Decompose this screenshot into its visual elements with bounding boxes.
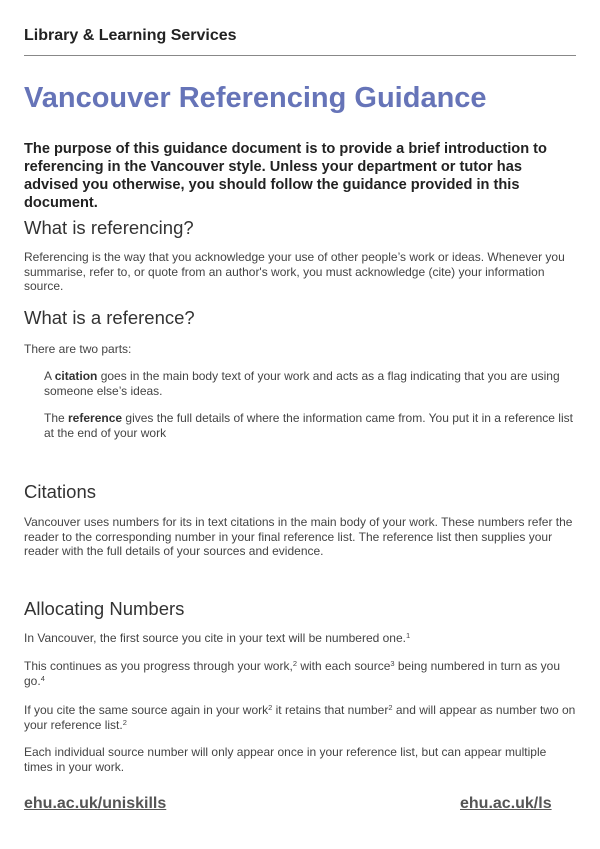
p2-text-a: This continues as you progress through your work, <box>24 659 293 673</box>
ls-link[interactable]: ehu.ac.uk/ls <box>460 795 552 812</box>
allocating-paragraph-3 <box>24 703 576 732</box>
p2-text-c: being numbered in turn as you go. <box>24 659 560 688</box>
allocating-paragraph-2 <box>24 659 576 688</box>
header-divider <box>24 55 576 56</box>
reference-post: gives the full details of where the information came from. You put it in a reference list at the end of your work <box>44 411 573 440</box>
superscript: 2 <box>292 659 297 668</box>
intro-paragraph: The purpose of this guidance document is to provide a brief introduction to referencing in the Vancouver style. Unless your department or tutor has advised you otherwise, you should follow the guidance provided in this document. <box>24 141 547 211</box>
organization-name: Library & Learning Services <box>24 27 237 44</box>
p3-text-c: and will appear as number two on your reference list. <box>24 703 576 732</box>
heading-what-is-a-reference: What is a reference? <box>24 307 195 328</box>
citation-term: citation <box>54 369 98 383</box>
p3-text-a: If you cite the same source again in your work <box>24 703 269 717</box>
superscript: 1 <box>405 631 411 640</box>
heading-allocating-numbers: Allocating Numbers <box>24 598 185 619</box>
reference-pre: The <box>44 411 69 425</box>
page-title: Vancouver Referencing Guidance <box>24 82 487 114</box>
reference-term: reference <box>68 411 123 425</box>
heading-citations: Citations <box>24 481 96 502</box>
citation-pre: A <box>44 369 55 383</box>
superscript: 4 <box>40 673 45 683</box>
heading-what-is-referencing: What is referencing? <box>24 217 194 238</box>
reference-definition <box>44 411 574 440</box>
two-parts-text: There are two parts: <box>24 342 132 356</box>
citation-post: goes in the main body text of your work and acts as a flag indicating that you are using someone else’s ideas. <box>44 369 560 398</box>
p2-text-b: with each source <box>296 659 391 673</box>
citation-definition <box>44 369 574 398</box>
superscript: 3 <box>390 659 395 668</box>
p3-text-b: it retains that number <box>272 703 389 717</box>
allocating-paragraph-1 <box>24 631 576 646</box>
citations-paragraph: Vancouver uses numbers for its in text citations in the main body of your work. These numbers refer the reader to the corresponding number in your final reference list. The reference list then supplies your reader with the full details of your sources and evidence. <box>24 515 573 559</box>
superscript: 2 <box>122 717 127 727</box>
p1-text: In Vancouver, the first source you cite in your text will be numbered one. <box>24 631 406 645</box>
superscript: 2 <box>268 703 273 712</box>
uniskills-link[interactable]: ehu.ac.uk/uniskills <box>24 795 167 812</box>
allocating-paragraph-4: Each individual source number will only appear once in your reference list, but can appear multiple times in your work. <box>24 745 547 774</box>
superscript: 2 <box>388 703 393 712</box>
referencing-paragraph: Referencing is the way that you acknowledge your use of other people’s work or ideas. Whenever you summarise, refer to, or quote from an author's work, you must acknowledge (cite) your information source. <box>24 250 565 294</box>
